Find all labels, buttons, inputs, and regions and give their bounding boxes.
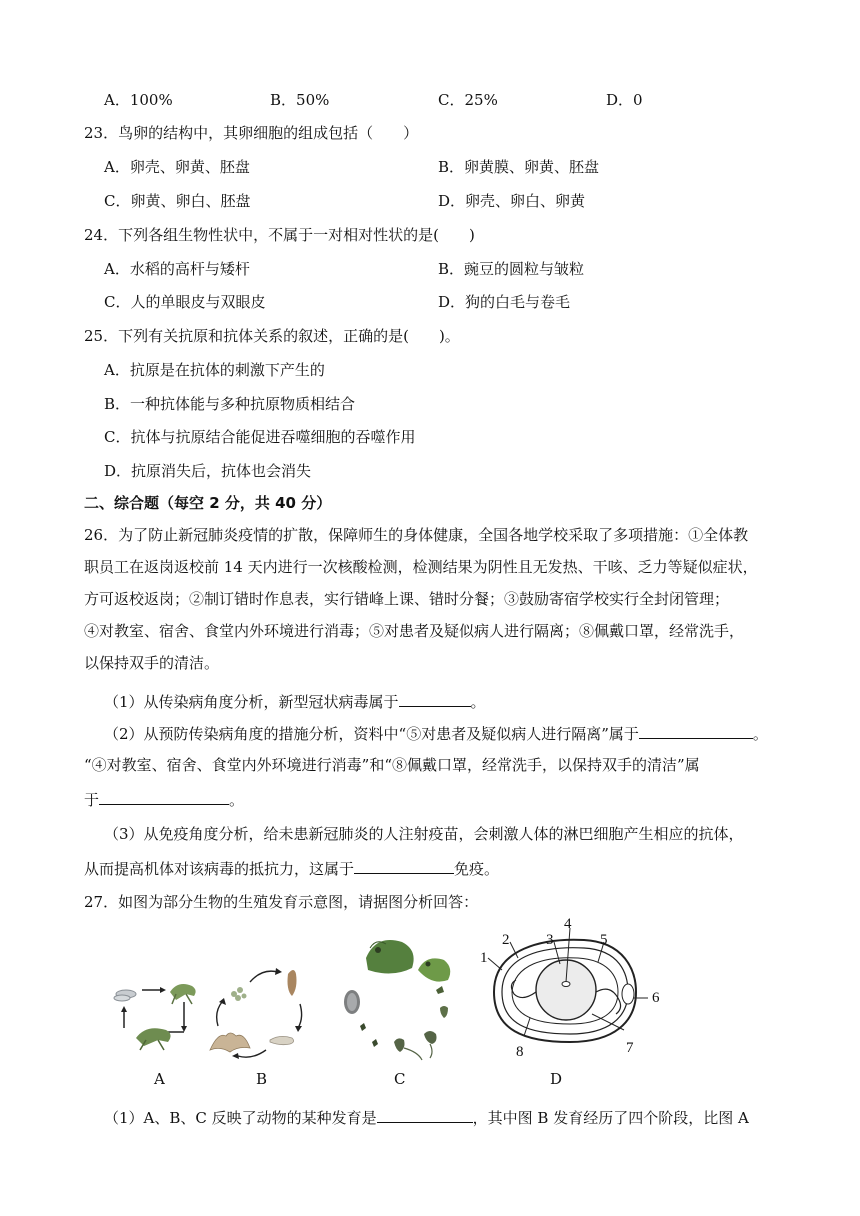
q22-option-c: C．25% <box>438 91 498 109</box>
q24-option-a: A．水稻的高杆与矮杆 <box>104 260 250 278</box>
q26-sub1 <box>104 690 486 712</box>
q27-stem: 27．如图为部分生物的生殖发育示意图，请据图分析回答： <box>84 893 479 911</box>
q26-text-line3: 方可返校返岗；②制订错时作息表，实行错峰上课、错时分餐；③鼓励寄宿学校实行全封闭管理； <box>84 590 730 608</box>
q26-sub3-line1: （3）从免疫角度分析，给未患新冠肺炎的人注射疫苗，会刺激人体的淋巴细胞产生相应的抗体， <box>104 825 744 843</box>
q26-sub2-line2: “④对教室、宿舍、食堂内外环境进行消毒”和“⑧佩戴口罩，经常洗手，以保持双手的清洁”属 <box>84 756 700 774</box>
q23-option-b: B．卵黄膜、卵黄、胚盘 <box>438 158 600 176</box>
q25-stem: 25．下列有关抗原和抗体关系的叙述，正确的是( )。 <box>84 327 460 345</box>
q22-option-d: D．0 <box>606 91 643 109</box>
q23-stem: 23．鸟卵的结构中，其卵细胞的组成包括（ ） <box>84 124 419 142</box>
q26-sub2-line3-end: 。 <box>229 791 245 809</box>
answer-blank-2[interactable] <box>639 722 753 739</box>
egg-label-7: 7 <box>626 1040 634 1056</box>
q27-sub1-end: ，其中图 B 发育经历了四个阶段，比图 A <box>472 1109 749 1127</box>
q26-sub2-text: （2）从预防传染病角度的措施分析，资料中“⑤对患者及疑似病人进行隔离”属于 <box>104 725 639 743</box>
q26-sub1-end: 。 <box>470 693 486 711</box>
figure-d-label: D <box>550 1070 563 1088</box>
answer-blank-3[interactable] <box>99 788 229 805</box>
figure-a-label: A <box>154 1070 165 1088</box>
q24-option-c: C．人的单眼皮与双眼皮 <box>104 293 266 311</box>
egg-label-6: 6 <box>652 990 660 1006</box>
q24-option-d: D．狗的白毛与卷毛 <box>438 293 571 311</box>
q25-option-b: B．一种抗体能与多种抗原物质相结合 <box>104 395 356 413</box>
q26-sub2-line3 <box>84 788 244 810</box>
figure-b-label: B <box>256 1070 268 1088</box>
section-title: 二、综合题（每空 2 分，共 40 分） <box>84 494 332 512</box>
q23-option-d: D．卵壳、卵白、卵黄 <box>438 192 586 210</box>
q26-sub3-end: 免疫。 <box>454 860 500 878</box>
q27-sub1 <box>104 1106 749 1128</box>
q26-text-line4: ④对教室、宿舍、食堂内外环境进行消毒；⑤对患者及疑似病人进行隔离；⑧佩戴口罩，经常洗手， <box>84 622 745 640</box>
answer-blank-4[interactable] <box>354 857 454 874</box>
q26-text-line5: 以保持双手的清洁。 <box>84 654 220 672</box>
q27-sub1-text: （1）A、B、C 反映了动物的某种发育是 <box>104 1109 377 1127</box>
q23-option-c: C．卵黄、卵白、胚盘 <box>104 192 251 210</box>
egg-label-4: 4 <box>564 916 572 932</box>
q26-sub2-end: 。 <box>752 725 768 743</box>
figure-b-silkworm-cycle <box>204 960 316 1064</box>
egg-label-5: 5 <box>600 932 608 948</box>
q26-sub2 <box>104 722 768 744</box>
q25-option-d: D．抗原消失后，抗体也会消失 <box>104 462 312 480</box>
egg-label-2: 2 <box>502 932 510 948</box>
egg-label-8: 8 <box>516 1044 524 1060</box>
figure-a-grasshopper-cycle <box>108 968 208 1064</box>
q26-sub3-line2 <box>84 857 499 879</box>
egg-label-3: 3 <box>546 932 554 948</box>
q22-option-b: B．50% <box>270 91 330 109</box>
egg-label-1: 1 <box>480 950 488 966</box>
answer-blank-1[interactable] <box>399 690 471 707</box>
q23-option-a: A．卵壳、卵黄、胚盘 <box>104 158 250 176</box>
figure-c-label: C <box>394 1070 406 1088</box>
answer-blank-5[interactable] <box>377 1106 473 1123</box>
q24-stem: 24．下列各组生物性状中，不属于一对相对性状的是( ) <box>84 226 475 244</box>
figure-c-frog-cycle <box>336 930 462 1064</box>
q26-text-line1: 26．为了防止新冠肺炎疫情的扩散，保障师生的身体健康，全国各地学校采取了多项措施：①全体教 <box>84 526 749 544</box>
q25-option-a: A．抗原是在抗体的刺激下产生的 <box>104 361 325 379</box>
q26-sub1-text: （1）从传染病角度分析，新型冠状病毒属于 <box>104 693 399 711</box>
q26-sub3-text: 从而提高机体对该病毒的抵抗力，这属于 <box>84 860 355 878</box>
q24-option-b: B．豌豆的圆粒与皱粒 <box>438 260 585 278</box>
q26-text-line2: 职员工在返岗返校前 14 天内进行一次核酸检测，检测结果为阴性且无发热、干咳、乏力等疑似症状， <box>84 558 758 576</box>
q26-sub2-line3-text: 于 <box>84 791 100 809</box>
q22-option-a: A．100% <box>104 91 173 109</box>
q25-option-c: C．抗体与抗原结合能促进吞噬细胞的吞噬作用 <box>104 428 416 446</box>
